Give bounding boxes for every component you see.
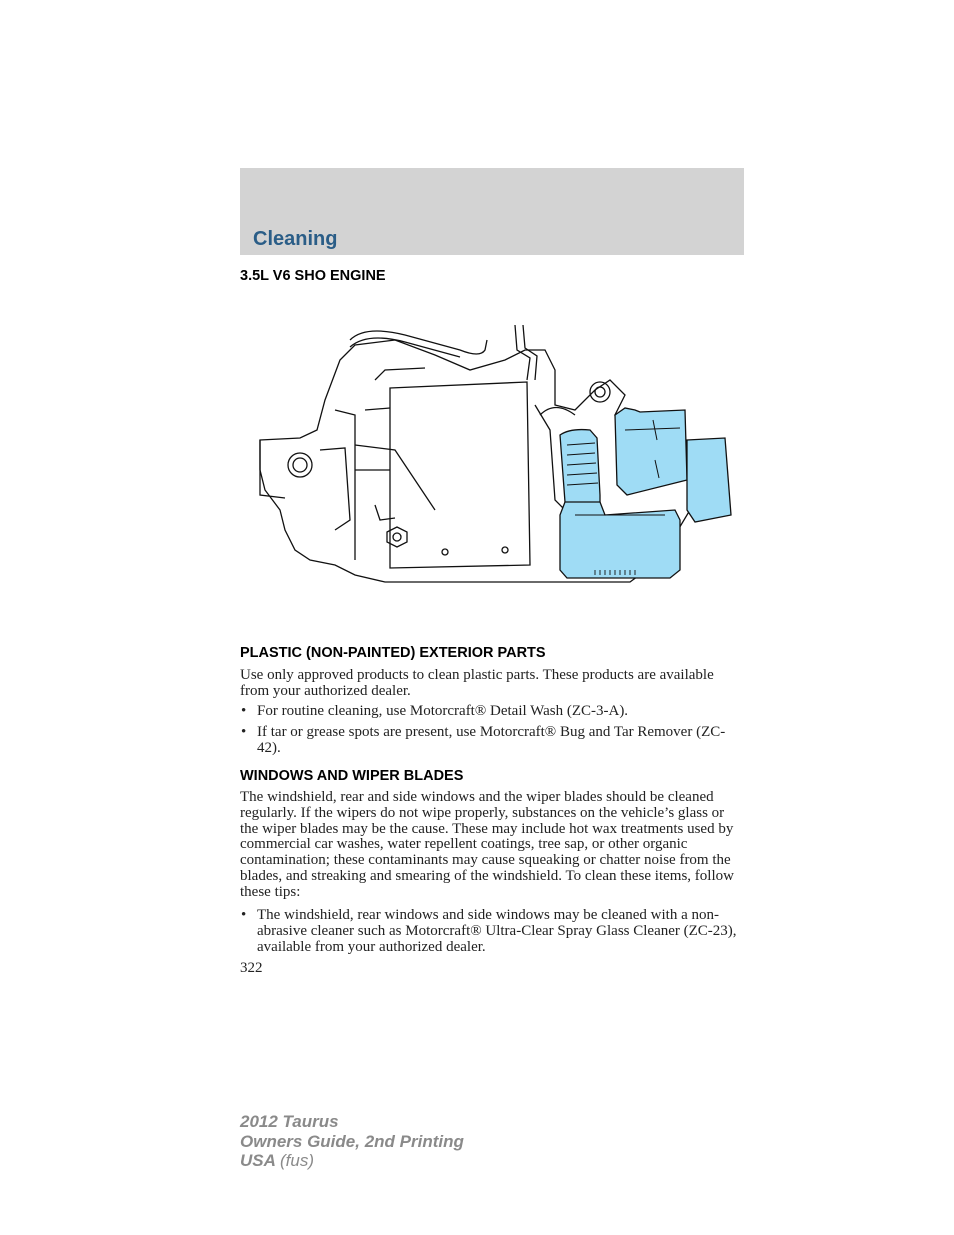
page-title: Cleaning <box>253 228 338 250</box>
page-number: 322 <box>240 960 263 976</box>
footer-line-3 <box>240 1151 464 1171</box>
footer-line-1: 2012 Taurus <box>240 1112 339 1131</box>
plastic-bullet-1 <box>240 704 744 720</box>
windows-wipers-heading: WINDOWS AND WIPER BLADES <box>240 768 464 784</box>
plastic-parts-intro: Use only approved products to clean plastic parts. These products are available from your authorized dealer. <box>240 667 714 699</box>
footer <box>240 1112 464 1171</box>
windows-bullet-1 <box>240 908 744 955</box>
footer-code: (fus) <box>280 1151 314 1170</box>
bullet-dot: • <box>241 703 247 719</box>
windows-wipers-intro: The windshield, rear and side windows and the wiper blades should be cleaned regularly. If the wipers do not wipe properly, substances on the vehicle’s glass or the wiper blades may be the cause. These may include hot wax treatments used by commercial car washes, water repellent coatings, tree sap, or other organic contamination; these contaminants may cause squeaking or chatter noise from the blades, and streaking and smearing of the windshield. To clean these items, follow these tips: <box>240 789 734 900</box>
bullet-text: The windshield, rear windows and side windows may be cleaned with a non-abrasive cleaner such as Motorcraft® Ultra-Clear Spray Glass Cleaner (ZC-23), available from your authorized dealer. <box>257 907 737 955</box>
plastic-parts-heading: PLASTIC (NON-PAINTED) EXTERIOR PARTS <box>240 645 546 661</box>
header-band <box>240 168 744 255</box>
bullet-dot: • <box>241 724 247 740</box>
bullet-text: If tar or grease spots are present, use Motorcraft® Bug and Tar Remover (ZC-42). <box>257 724 726 756</box>
plastic-bullet-2 <box>240 725 744 757</box>
engine-illustration <box>255 320 735 590</box>
bullet-text: For routine cleaning, use Motorcraft® Detail Wash (ZC-3-A). <box>257 703 629 719</box>
engine-heading: 3.5L V6 SHO ENGINE <box>240 268 386 284</box>
bullet-dot: • <box>241 907 247 923</box>
footer-line-2: Owners Guide, 2nd Printing <box>240 1131 464 1151</box>
footer-market: USA <box>240 1151 276 1170</box>
